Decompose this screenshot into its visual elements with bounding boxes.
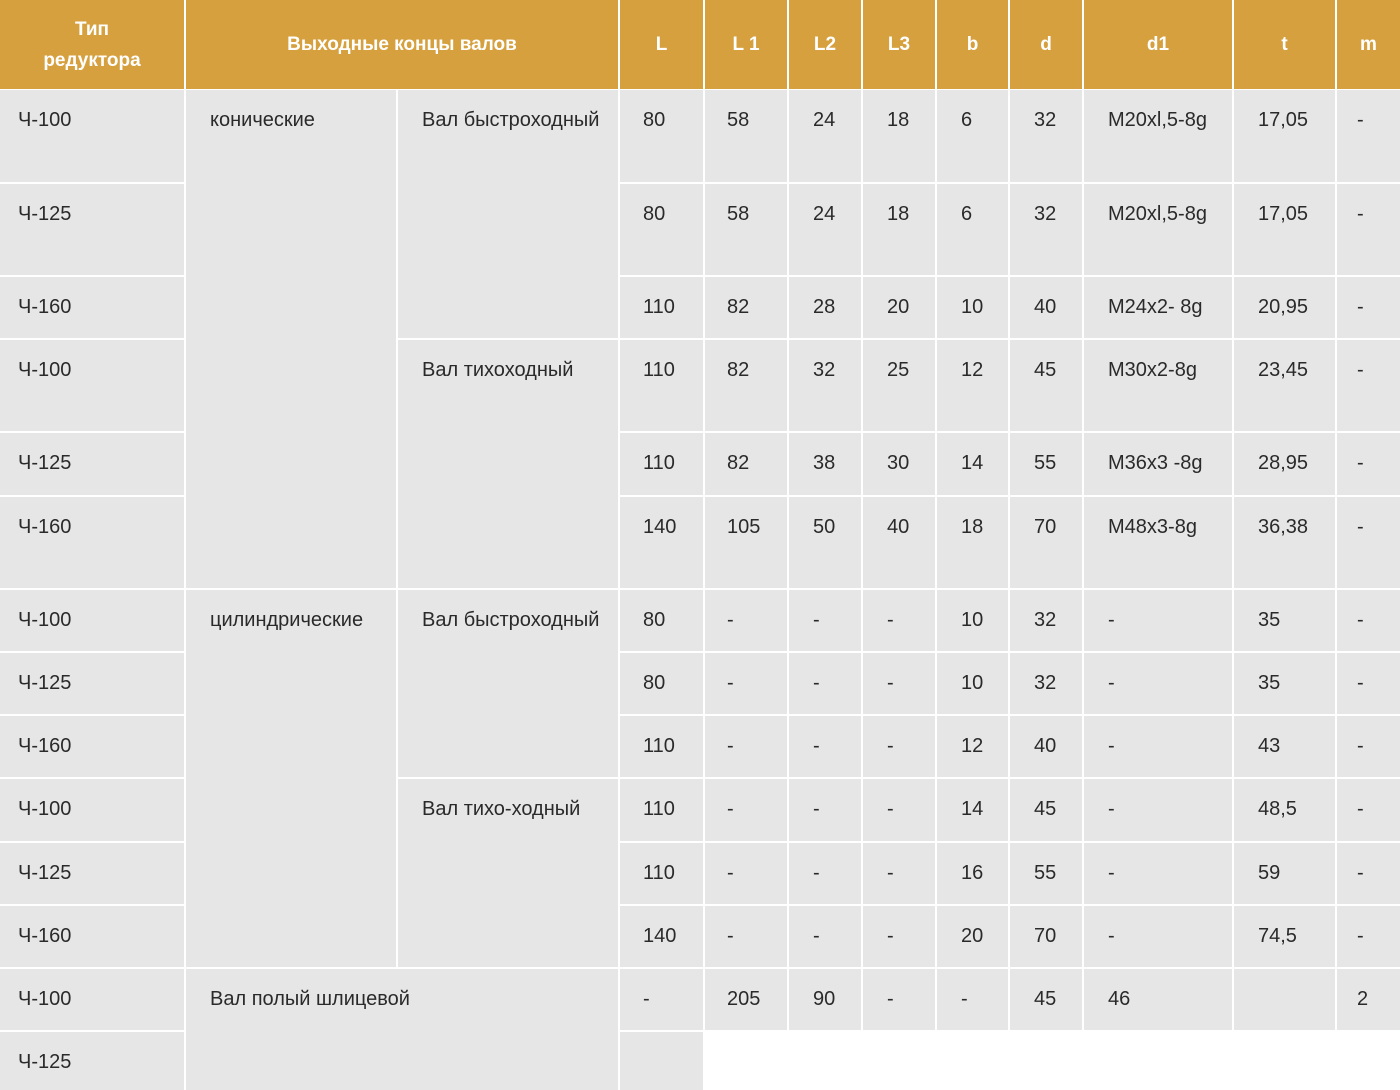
- cell-text: 205: [727, 988, 761, 1010]
- cell-text: 82: [727, 359, 750, 381]
- cell-text: 23,45: [1258, 359, 1309, 381]
- cell-d1: [1084, 716, 1232, 777]
- cell-d: [1010, 779, 1082, 841]
- cell-d1: [1084, 277, 1232, 338]
- cell-L3: [863, 906, 935, 967]
- cell-text: 32: [1034, 203, 1057, 225]
- cell-b: [937, 90, 1008, 182]
- cell-L: [620, 779, 703, 841]
- cell-L2: [789, 497, 861, 588]
- cell-text: 80: [643, 203, 666, 225]
- header-d1: d1: [1084, 0, 1232, 89]
- cell-text: Вал тихо-ходный: [422, 798, 581, 820]
- cell-L2: [789, 90, 861, 182]
- cell-text: M30x2-8g: [1108, 359, 1197, 381]
- cell-text: 16: [961, 862, 984, 884]
- cell-text: конические: [210, 109, 315, 131]
- cell-type: [0, 969, 184, 1030]
- cell-t: [1234, 90, 1335, 182]
- cell-text: 32: [1034, 672, 1057, 694]
- cell-text: 35: [1258, 609, 1281, 631]
- cell-L1: [705, 716, 787, 777]
- cell-b: [937, 843, 1008, 904]
- cell-text: -: [887, 925, 894, 947]
- cell-m: [1337, 277, 1400, 338]
- cell-text: 80: [643, 672, 666, 694]
- cell-text: -: [1357, 735, 1364, 757]
- cell-d1: [1084, 653, 1232, 714]
- cell-t: [1234, 184, 1335, 275]
- cell-text: -: [1357, 359, 1364, 381]
- subgroup-fast1: [398, 90, 618, 338]
- cell-t: [1234, 653, 1335, 714]
- cell-d: [1010, 969, 1082, 1030]
- cell-d1: [1084, 497, 1232, 588]
- cell-m: [1337, 497, 1400, 588]
- cell-d: [1010, 843, 1082, 904]
- cell-d1: [1084, 340, 1232, 431]
- cell-type: [0, 779, 184, 841]
- cell-text: 10: [961, 609, 984, 631]
- cell-t: [1234, 340, 1335, 431]
- cell-text: -: [887, 672, 894, 694]
- cell-t: [1234, 590, 1335, 651]
- cell-L: [620, 90, 703, 182]
- cell-L2: [789, 433, 861, 495]
- cell-text: -: [727, 862, 734, 884]
- cell-text: M48x3-8g: [1108, 516, 1197, 538]
- cell-text: 90: [813, 988, 836, 1010]
- cell-L1: [705, 433, 787, 495]
- cell-m: [1337, 906, 1400, 967]
- cell-L3: [863, 340, 935, 431]
- cell-b: [937, 184, 1008, 275]
- cell-text: Ч-125: [18, 203, 72, 225]
- cell-text: Вал быстроходный: [422, 609, 600, 631]
- cell-d1: [1084, 90, 1232, 182]
- header-b: b: [937, 0, 1008, 89]
- cell-L: [620, 433, 703, 495]
- cell-type: [0, 340, 184, 431]
- cell-text: 110: [643, 452, 675, 474]
- cell-L3: [863, 590, 935, 651]
- cell-L2: [789, 843, 861, 904]
- cell-type: [0, 590, 184, 651]
- cell-d1: [1084, 906, 1232, 967]
- cell-text: Вал полый шлицевой: [210, 988, 410, 1010]
- cell-L2: [789, 340, 861, 431]
- cell-text: 6: [961, 203, 973, 225]
- cell-text: -: [1108, 609, 1115, 631]
- cell-text: -: [727, 672, 734, 694]
- cell-text: 45: [1034, 359, 1057, 381]
- cell-text: Ч-125: [18, 672, 72, 694]
- cell-type: [0, 653, 184, 714]
- header-L2: L2: [789, 0, 861, 89]
- cell-d: [1010, 653, 1082, 714]
- cell-text: -: [887, 798, 894, 820]
- cell-d: [1010, 497, 1082, 588]
- cell-text: 140: [643, 516, 677, 538]
- cell-text: M36x3 -8g: [1108, 452, 1203, 474]
- cell-L: [620, 843, 703, 904]
- subgroup-slow1: [398, 340, 618, 588]
- cell-text: 6: [961, 109, 973, 131]
- cell-t: [1234, 277, 1335, 338]
- cell-text: -: [1357, 516, 1364, 538]
- cell-text: -: [1108, 798, 1115, 820]
- cell-L: [620, 340, 703, 431]
- cell-text: 82: [727, 296, 750, 318]
- cell-L: [620, 653, 703, 714]
- cell-text: -: [1357, 672, 1364, 694]
- cell-L3: [863, 716, 935, 777]
- cell-text: M20xl,5-8g: [1108, 203, 1207, 225]
- cell-b: [937, 590, 1008, 651]
- cell-text: M20xl,5-8g: [1108, 109, 1207, 131]
- cell-L1: [705, 277, 787, 338]
- cell-L1: [705, 184, 787, 275]
- header-L: L: [620, 0, 703, 89]
- cell-text: 70: [1034, 516, 1057, 538]
- cell-text: 45: [1034, 988, 1057, 1010]
- cell-d: [1010, 90, 1082, 182]
- cell-text: -: [813, 798, 820, 820]
- cell-text: 30: [887, 452, 910, 474]
- cell-m: [1337, 590, 1400, 651]
- cell-L3: [863, 497, 935, 588]
- cell-text: 32: [1034, 109, 1057, 131]
- cell-d: [1010, 906, 1082, 967]
- cell-text: -: [1357, 609, 1364, 631]
- cell-m: [1337, 340, 1400, 431]
- cell-text: 46: [1108, 988, 1131, 1010]
- cell-text: -: [887, 609, 894, 631]
- header-L3: L3: [863, 0, 935, 89]
- cell-text: 40: [887, 516, 910, 538]
- cell-text: 80: [643, 609, 666, 631]
- cell-L2: [789, 653, 861, 714]
- cell-text: 110: [643, 359, 675, 381]
- cell-text: 12: [961, 359, 984, 381]
- cell-text: Ч-100: [18, 988, 72, 1010]
- cell-text: Ч-100: [18, 359, 72, 381]
- cell-text: Вал быстроходный: [422, 109, 600, 131]
- cell-text: -: [813, 609, 820, 631]
- cell-d1: [1084, 969, 1232, 1030]
- cell-text: 110: [643, 862, 675, 884]
- cell-t: [1234, 969, 1335, 1030]
- cell-text: 40: [1034, 296, 1057, 318]
- cell-type: [0, 906, 184, 967]
- cell-text: Ч-125: [18, 862, 72, 884]
- cell-L: [620, 184, 703, 275]
- cell-d1: [1084, 843, 1232, 904]
- cell-text: 38: [813, 452, 836, 474]
- cell-text: 20: [961, 925, 984, 947]
- cell-text: 110: [643, 798, 675, 820]
- cell-t: [1234, 497, 1335, 588]
- cell-text: -: [813, 862, 820, 884]
- cell-text: -: [1108, 672, 1115, 694]
- cell-t: [1234, 433, 1335, 495]
- cell-b: [937, 779, 1008, 841]
- header-L1: L 1: [705, 0, 787, 89]
- cell-b: [937, 497, 1008, 588]
- cell-b: [937, 340, 1008, 431]
- cell-m: [1337, 779, 1400, 841]
- cell-text: Ч-160: [18, 735, 72, 757]
- cell-text: Ч-160: [18, 296, 72, 318]
- cell-text: цилиндрические: [210, 609, 364, 631]
- header-m: m: [1337, 0, 1400, 89]
- cell-t: [1234, 779, 1335, 841]
- cell-L: [620, 497, 703, 588]
- cell-L1: [705, 906, 787, 967]
- cell-b: [937, 716, 1008, 777]
- cell-type: [0, 90, 184, 182]
- cell-b: [937, 906, 1008, 967]
- cell-type: [0, 277, 184, 338]
- cell-text: 82: [727, 452, 750, 474]
- cell-text: 110: [643, 735, 675, 757]
- cell-text: -: [1108, 862, 1115, 884]
- cell-type: [0, 433, 184, 495]
- cell-text: -: [727, 609, 734, 631]
- cell-L1: [705, 497, 787, 588]
- cell-L1: [705, 969, 787, 1030]
- subgroup-slow2: [398, 779, 618, 967]
- cell-text: 55: [1034, 862, 1057, 884]
- cell-text: 50: [813, 516, 836, 538]
- cell-text: -: [1108, 925, 1115, 947]
- cell-t: [1234, 906, 1335, 967]
- header-ends: Выходные концы валов: [186, 0, 618, 89]
- cell-type: [0, 843, 184, 904]
- cell-text: -: [727, 735, 734, 757]
- cell-L: [620, 906, 703, 967]
- cell-text: 14: [961, 798, 984, 820]
- cell-text: 12: [961, 735, 984, 757]
- cell-text: 24: [813, 203, 836, 225]
- cell-b: [937, 653, 1008, 714]
- cell-text: 32: [813, 359, 836, 381]
- cell-d: [1010, 716, 1082, 777]
- cell-L3: [863, 779, 935, 841]
- cell-d1: [1084, 590, 1232, 651]
- cell-text: 36,38: [1258, 516, 1309, 538]
- cell-L1: [705, 843, 787, 904]
- cell-d: [1010, 277, 1082, 338]
- cell-text: -: [1357, 203, 1364, 225]
- cell-d1: [1084, 779, 1232, 841]
- cell-text: Ч-125: [18, 452, 72, 474]
- cell-text: 25: [887, 359, 910, 381]
- cell-text: -: [813, 735, 820, 757]
- cell-type: [0, 716, 184, 777]
- cell-text: 55: [1034, 452, 1057, 474]
- header-type: Тип редуктора: [0, 0, 184, 89]
- cell-text: 28: [813, 296, 836, 318]
- cell-text: -: [1357, 109, 1364, 131]
- cell-d: [1010, 184, 1082, 275]
- group-conical: [186, 90, 396, 588]
- cell-text: -: [1357, 925, 1364, 947]
- cell-text: 20: [887, 296, 910, 318]
- cell-L-empty: [620, 1032, 703, 1090]
- cell-text: 58: [727, 203, 750, 225]
- cell-text: 74,5: [1258, 925, 1297, 947]
- cell-L2: [789, 716, 861, 777]
- cell-L2: [789, 906, 861, 967]
- cell-text: 18: [887, 203, 910, 225]
- cell-text: 20,95: [1258, 296, 1309, 318]
- header-t: t: [1234, 0, 1335, 89]
- cell-text: -: [727, 925, 734, 947]
- cell-text: Ч-160: [18, 925, 72, 947]
- cell-text: 18: [961, 516, 984, 538]
- cell-text: M24x2- 8g: [1108, 296, 1203, 318]
- cell-text: 18: [887, 109, 910, 131]
- cell-text: 17,05: [1258, 203, 1309, 225]
- cell-text: 48,5: [1258, 798, 1297, 820]
- cell-text: 40: [1034, 735, 1057, 757]
- cell-m: [1337, 969, 1400, 1030]
- cell-text: -: [887, 735, 894, 757]
- cell-d: [1010, 433, 1082, 495]
- cell-m: [1337, 653, 1400, 714]
- cell-m: [1337, 184, 1400, 275]
- cell-d: [1010, 590, 1082, 651]
- cell-text: 10: [961, 296, 984, 318]
- cell-L2: [789, 277, 861, 338]
- cell-text: -: [961, 988, 968, 1010]
- cell-text: -: [887, 862, 894, 884]
- cell-type: [0, 184, 184, 275]
- cell-m: [1337, 90, 1400, 182]
- cell-text: 14: [961, 452, 984, 474]
- cell-text: -: [1357, 862, 1364, 884]
- cell-text: Ч-100: [18, 798, 72, 820]
- cell-L3: [863, 653, 935, 714]
- cell-L1: [705, 779, 787, 841]
- cell-text: -: [1108, 735, 1115, 757]
- cell-L2: [789, 184, 861, 275]
- cell-b: [937, 969, 1008, 1030]
- cell-text: 17,05: [1258, 109, 1309, 131]
- cell-text: Ч-100: [18, 109, 72, 131]
- cell-m: [1337, 843, 1400, 904]
- group-hollow: [186, 969, 618, 1090]
- cell-text: 35: [1258, 672, 1281, 694]
- cell-text: 80: [643, 109, 666, 131]
- cell-b: [937, 277, 1008, 338]
- cell-text: -: [813, 925, 820, 947]
- cell-L: [620, 969, 703, 1030]
- cell-L3: [863, 969, 935, 1030]
- cell-text: 28,95: [1258, 452, 1309, 474]
- cell-text: Ч-125: [18, 1051, 72, 1073]
- cell-d1: [1084, 184, 1232, 275]
- cell-text: -: [643, 988, 650, 1010]
- cell-L2: [789, 590, 861, 651]
- cell-text: 43: [1258, 735, 1281, 757]
- cell-text: -: [1357, 798, 1364, 820]
- subgroup-fast2: [398, 590, 618, 777]
- cell-L1: [705, 653, 787, 714]
- cell-text: 32: [1034, 609, 1057, 631]
- cell-L: [620, 277, 703, 338]
- cell-text: 58: [727, 109, 750, 131]
- cell-L3: [863, 90, 935, 182]
- cell-L2: [789, 779, 861, 841]
- cell-L: [620, 590, 703, 651]
- cell-text: Ч-160: [18, 516, 72, 538]
- cell-text: -: [727, 798, 734, 820]
- cell-L1: [705, 590, 787, 651]
- cell-m: [1337, 433, 1400, 495]
- cell-L3: [863, 277, 935, 338]
- cell-text: Вал тихоходный: [422, 359, 574, 381]
- cell-text: 45: [1034, 798, 1057, 820]
- cell-L3: [863, 184, 935, 275]
- cell-L1: [705, 90, 787, 182]
- cell-text: 110: [643, 296, 675, 318]
- cell-text: 59: [1258, 862, 1281, 884]
- cell-L2: [789, 969, 861, 1030]
- cell-b: [937, 433, 1008, 495]
- cell-type: [0, 497, 184, 588]
- cell-text: 2: [1357, 988, 1369, 1010]
- cell-text: 10: [961, 672, 984, 694]
- cell-text: -: [887, 988, 894, 1010]
- cell-L1: [705, 340, 787, 431]
- cell-text: 105: [727, 516, 761, 538]
- cell-type: [0, 1032, 184, 1090]
- cell-text: -: [813, 672, 820, 694]
- cell-L3: [863, 433, 935, 495]
- cell-d: [1010, 340, 1082, 431]
- cell-L3: [863, 843, 935, 904]
- cell-text: Ч-100: [18, 609, 72, 631]
- cell-L: [620, 716, 703, 777]
- header-d: d: [1010, 0, 1082, 89]
- cell-text: -: [1357, 296, 1364, 318]
- cell-text: 24: [813, 109, 836, 131]
- cell-t: [1234, 843, 1335, 904]
- cell-text: 70: [1034, 925, 1057, 947]
- cell-t: [1234, 716, 1335, 777]
- cell-text: 140: [643, 925, 677, 947]
- cell-m: [1337, 716, 1400, 777]
- group-cylindrical: [186, 590, 396, 967]
- cell-d1: [1084, 433, 1232, 495]
- cell-text: -: [1357, 452, 1364, 474]
